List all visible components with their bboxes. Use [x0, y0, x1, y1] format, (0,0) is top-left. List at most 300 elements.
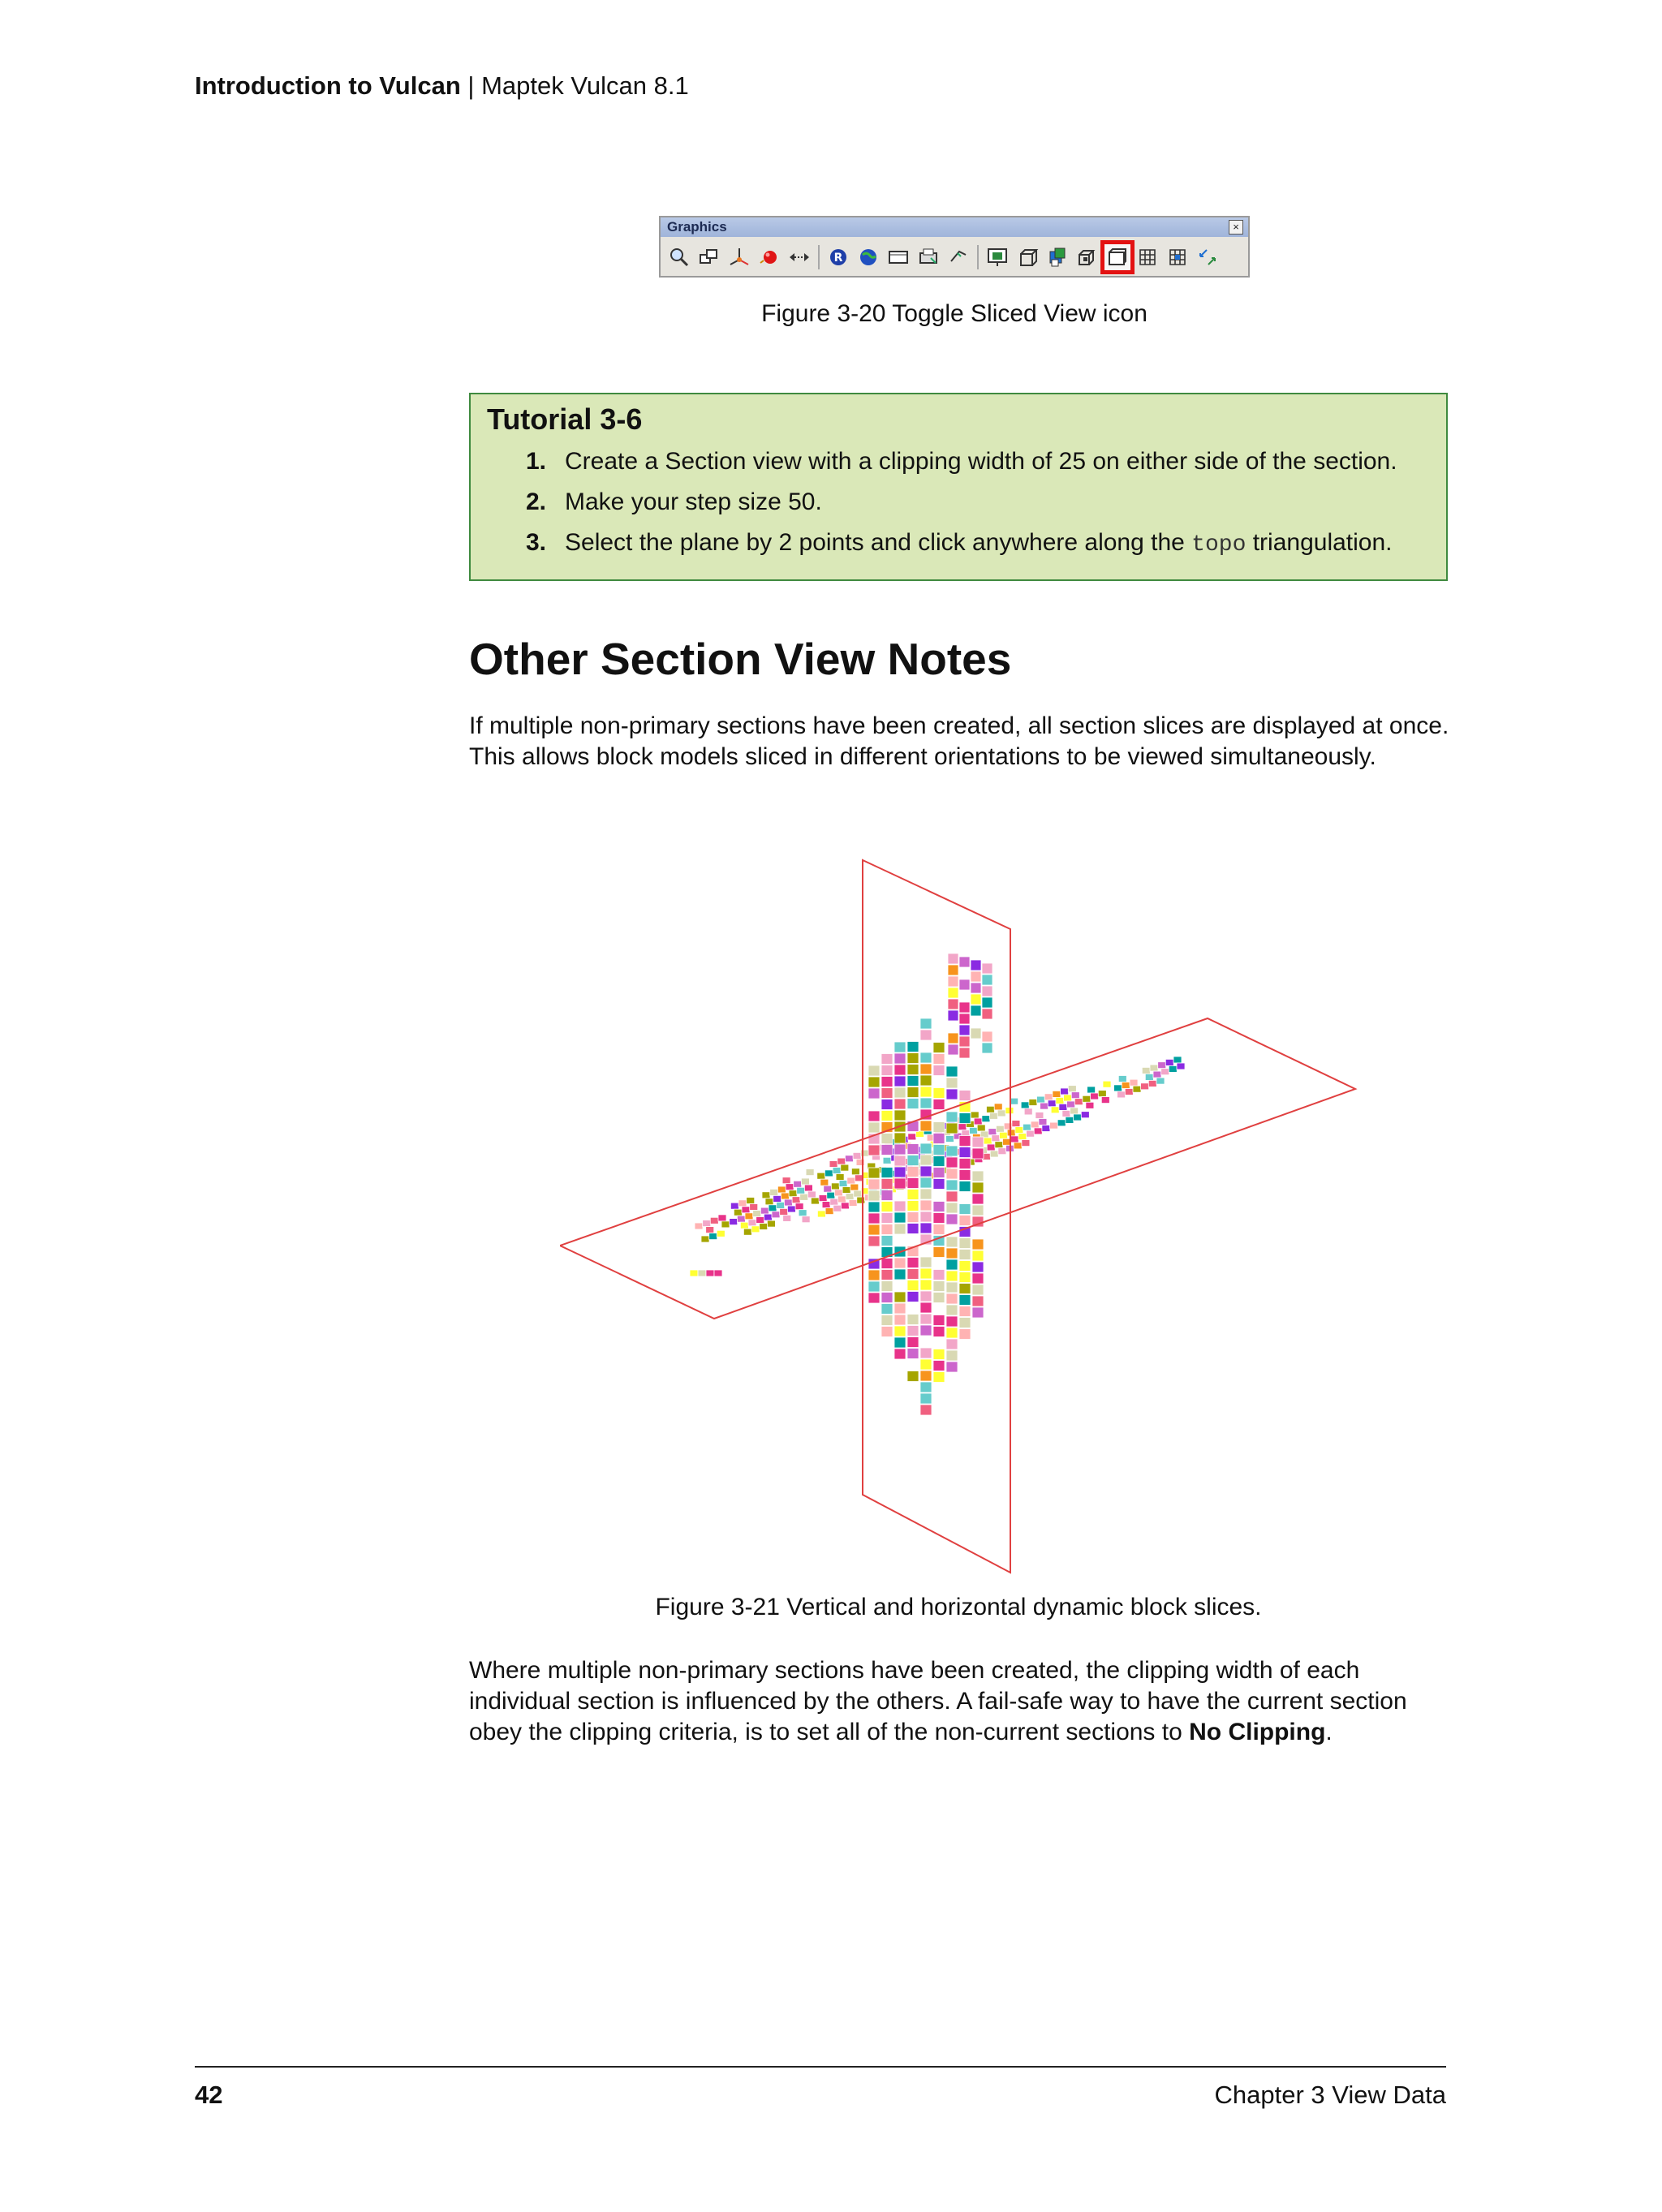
block-cell — [881, 1088, 893, 1099]
block-cell — [853, 1152, 861, 1159]
block-cell — [990, 1112, 998, 1119]
block-cell — [907, 1065, 919, 1075]
block-cell — [907, 1269, 919, 1280]
block-cell — [907, 1315, 919, 1325]
block-cell — [769, 1205, 777, 1211]
block-cell — [907, 1144, 919, 1155]
block-cell — [933, 1293, 945, 1303]
block-cell — [854, 1190, 862, 1197]
rotate-axes-icon[interactable] — [726, 243, 753, 271]
block-cell — [907, 1292, 919, 1302]
block-cell — [894, 1349, 906, 1359]
block-cell — [894, 1315, 906, 1325]
block-cell — [868, 1293, 880, 1303]
block-cell — [756, 1217, 764, 1224]
close-icon[interactable]: × — [1229, 220, 1243, 235]
block-cell — [1091, 1093, 1099, 1100]
block-cell — [806, 1169, 814, 1176]
block-cell — [787, 1206, 795, 1212]
block-cell — [1010, 1136, 1018, 1143]
block-cell — [868, 1088, 880, 1099]
block-cell — [811, 1198, 819, 1204]
tutorial-step — [526, 529, 1393, 557]
block-cell — [946, 1112, 958, 1122]
block-cell — [982, 1116, 990, 1122]
block-cell — [827, 1192, 835, 1199]
block-cell — [958, 1124, 967, 1130]
block-cell — [972, 1239, 984, 1250]
block-cell — [718, 1215, 726, 1221]
block-cell — [1150, 1065, 1158, 1071]
block-cell — [743, 1229, 751, 1235]
block-cell — [824, 1186, 832, 1192]
block-cell — [933, 1145, 945, 1155]
block-cell — [894, 1201, 906, 1211]
block-cell — [920, 1018, 932, 1029]
block-cell — [1173, 1057, 1182, 1063]
block-cell — [894, 1042, 906, 1052]
block-cell — [946, 1237, 958, 1247]
step-number: 1. — [526, 448, 547, 475]
block-cell — [933, 1372, 945, 1383]
block-cell — [730, 1219, 738, 1225]
block-cell — [1133, 1086, 1141, 1092]
block-cell — [920, 1314, 932, 1324]
block-cell — [984, 1138, 992, 1144]
block-cell — [1051, 1107, 1059, 1113]
block-cell — [847, 1177, 855, 1184]
section-heading: Other Section View Notes — [469, 634, 1012, 684]
block-cell — [946, 1305, 958, 1315]
block-cell — [933, 1122, 945, 1133]
block-cell — [920, 1200, 932, 1211]
block-cell — [784, 1199, 792, 1206]
block-cell — [987, 1144, 995, 1151]
block-cell — [920, 1075, 932, 1086]
multi-cube-icon[interactable] — [1074, 243, 1101, 271]
block-cell — [868, 1224, 880, 1235]
header-separator: | — [467, 71, 475, 100]
block-cell — [920, 1143, 932, 1154]
block-cell — [948, 953, 958, 964]
block-cell — [959, 979, 970, 990]
block-cell — [959, 1147, 971, 1158]
block-cell — [920, 1359, 932, 1370]
block-cell — [894, 1292, 906, 1302]
block-cell — [920, 1121, 932, 1131]
block-cell — [933, 1043, 945, 1053]
block-cell — [881, 1168, 893, 1178]
block-cell — [894, 1133, 906, 1143]
block-cell — [946, 1282, 958, 1293]
block-cell — [946, 1203, 958, 1213]
block-cell — [831, 1183, 839, 1190]
block-cell — [1022, 1140, 1030, 1147]
block-cell — [849, 1200, 857, 1207]
block-cell — [1024, 1108, 1032, 1115]
block-cell — [946, 1271, 958, 1281]
block-cell — [971, 960, 981, 970]
block-cell — [837, 1196, 846, 1203]
block-cell — [881, 1111, 893, 1121]
block-cell — [1018, 1134, 1027, 1140]
toolbar-separator — [818, 245, 820, 269]
block-cell — [972, 1137, 984, 1147]
block-cell — [907, 1087, 919, 1098]
step-text: Make your step size 50. — [565, 488, 822, 515]
zoom-icon[interactable] — [665, 243, 693, 271]
tutorial-title: Tutorial 3-6 — [487, 402, 643, 436]
block-cell — [946, 1328, 958, 1338]
block-cell — [920, 1257, 932, 1267]
block-cell — [959, 1048, 970, 1058]
block-cell — [959, 1170, 971, 1181]
block-cell — [997, 1125, 1005, 1132]
block-cell — [1012, 1121, 1020, 1127]
block-cell — [1081, 1112, 1089, 1118]
block-cell — [994, 1104, 1002, 1110]
block-cell — [751, 1226, 760, 1233]
block-cell — [1029, 1100, 1037, 1106]
block-cell — [959, 1181, 971, 1192]
block-cell — [1037, 1096, 1045, 1103]
block-cell — [1142, 1067, 1150, 1074]
block-cell — [881, 1190, 893, 1201]
block-cell — [1103, 1081, 1111, 1087]
bold-term: No Clipping — [1189, 1719, 1326, 1745]
block-cell — [907, 1201, 919, 1211]
arrow-tool-icon[interactable] — [945, 243, 972, 271]
block-cell — [760, 1207, 769, 1214]
block-cell — [907, 1212, 919, 1223]
header-title: Introduction to Vulcan — [195, 71, 461, 100]
block-cell — [850, 1184, 859, 1190]
body-paragraph: If multiple non-primary sections have been created, all section slices are displayed at once. This allows block models sliced in different orientations to be viewed simultaneously. — [469, 712, 1449, 770]
block-cell — [995, 1142, 1003, 1148]
block-cell — [1074, 1099, 1083, 1105]
block-cell — [959, 1295, 971, 1306]
block-cell — [959, 1318, 971, 1328]
block-cell — [894, 1053, 906, 1064]
block-cell — [972, 1182, 984, 1193]
block-cell — [894, 1337, 906, 1348]
block-cell — [894, 1269, 906, 1280]
block-cell — [988, 1129, 997, 1135]
block-cell — [881, 1054, 893, 1065]
block-cell — [706, 1270, 714, 1276]
block-cell — [781, 1193, 789, 1199]
block-cell — [1177, 1063, 1185, 1069]
block-cell — [998, 1148, 1006, 1155]
block-cell — [740, 1222, 748, 1229]
block-cell — [868, 1111, 880, 1121]
block-cell — [773, 1195, 781, 1202]
block-cell — [742, 1207, 750, 1213]
block-cell — [714, 1270, 722, 1276]
block-cell — [907, 1178, 919, 1189]
block-cell — [1014, 1143, 1022, 1149]
block-cell — [709, 1233, 717, 1240]
block-cell — [830, 1199, 838, 1205]
block-cell — [1071, 1092, 1079, 1099]
block-cell — [789, 1190, 797, 1197]
block-cell — [1156, 1078, 1165, 1084]
block-cell — [1125, 1089, 1133, 1095]
block-cell — [894, 1144, 906, 1155]
block-cell — [1027, 1130, 1035, 1137]
block-cell — [982, 1043, 992, 1053]
block-cell — [855, 1175, 863, 1181]
block-cell — [868, 1202, 880, 1212]
block-cell — [881, 1304, 893, 1315]
block-cell — [1039, 1119, 1047, 1125]
block-cell — [1074, 1114, 1082, 1121]
block-cell — [753, 1211, 761, 1217]
render-icon[interactable] — [825, 243, 852, 271]
block-cell — [1117, 1091, 1126, 1098]
block-cell — [1087, 1087, 1096, 1093]
block-cell — [792, 1197, 800, 1203]
block-cell — [1067, 1101, 1075, 1108]
block-cell — [881, 1202, 893, 1212]
block-cell — [845, 1155, 853, 1162]
block-cell — [795, 1203, 803, 1210]
block-cell — [794, 1181, 802, 1187]
block-cell — [907, 1349, 919, 1359]
block-cell — [982, 963, 992, 974]
block-cell — [1053, 1091, 1061, 1097]
block-cell — [946, 1362, 958, 1372]
header-subtitle: Maptek Vulcan 8.1 — [481, 71, 689, 100]
block-cell — [1141, 1083, 1149, 1090]
block-cell — [946, 1339, 958, 1349]
block-cell — [1114, 1085, 1122, 1091]
block-cell — [894, 1076, 906, 1087]
print-icon[interactable] — [915, 243, 942, 271]
globe-icon[interactable] — [855, 243, 882, 271]
block-cell — [881, 1134, 893, 1144]
model-view-icon[interactable] — [984, 243, 1011, 271]
block-cell — [1083, 1095, 1091, 1102]
block-cell — [881, 1224, 893, 1235]
block-cell — [982, 975, 992, 985]
block-cell — [907, 1053, 919, 1064]
block-cell — [920, 1405, 932, 1415]
block-cell — [971, 994, 981, 1005]
block-cell — [946, 1180, 958, 1190]
block-cell — [933, 1247, 945, 1258]
block-cell — [894, 1099, 906, 1109]
block-cell — [1130, 1079, 1138, 1086]
block-cell — [972, 1273, 984, 1284]
footer-rule — [195, 2066, 1446, 2068]
block-cell — [971, 1112, 979, 1118]
block-cell — [908, 1134, 916, 1140]
block-cell — [797, 1187, 805, 1194]
block-cell — [881, 1281, 893, 1292]
block-cell — [1042, 1125, 1050, 1132]
block-cell — [982, 1031, 992, 1042]
block-cell — [881, 1065, 893, 1076]
block-cell — [948, 1044, 958, 1055]
block-cell — [1068, 1086, 1076, 1092]
block-cell — [737, 1216, 745, 1222]
block-cell — [946, 1157, 958, 1168]
block-cell — [1048, 1100, 1056, 1107]
block-cell — [959, 1159, 971, 1169]
block-cell — [894, 1326, 906, 1336]
block-cell — [881, 1315, 893, 1326]
block-cell — [1034, 1128, 1042, 1134]
block-cell — [907, 1326, 919, 1336]
pan-icon[interactable] — [695, 243, 723, 271]
block-cell — [894, 1178, 906, 1189]
block-cell — [972, 1262, 984, 1272]
step-number: 2. — [526, 488, 547, 515]
block-cell — [1086, 1102, 1094, 1108]
block-cell — [881, 1213, 893, 1224]
cube-view-icon[interactable] — [1014, 243, 1041, 271]
block-cell — [1040, 1103, 1048, 1109]
viewport-icon[interactable] — [885, 243, 912, 271]
block-cell — [920, 1371, 932, 1381]
block-cell — [933, 1224, 945, 1235]
block-cell — [1098, 1091, 1106, 1097]
paragraph-end: . — [1325, 1719, 1333, 1745]
block-cell — [783, 1215, 791, 1221]
block-cell — [1031, 1121, 1039, 1128]
block-cell — [819, 1195, 827, 1202]
block-cell — [780, 1208, 788, 1215]
block-cell — [868, 1077, 880, 1087]
svg-text:R: R — [833, 252, 843, 265]
tutorial-box — [469, 393, 1448, 581]
block-cell — [907, 1042, 919, 1052]
light-icon[interactable] — [756, 243, 783, 271]
block-cell — [881, 1179, 893, 1190]
block-cell — [841, 1164, 849, 1171]
running-header — [195, 71, 689, 101]
block-cell — [959, 1216, 971, 1226]
block-cell — [894, 1155, 906, 1166]
block-cell — [933, 1088, 945, 1099]
block-cell — [920, 1291, 932, 1302]
block-cell — [881, 1293, 893, 1303]
block-cell — [881, 1236, 893, 1246]
block-cell — [764, 1214, 772, 1220]
block-cell — [842, 1187, 850, 1194]
grid-snap-icon[interactable] — [1164, 243, 1191, 271]
block-cell — [920, 1052, 932, 1063]
block-cell — [1148, 1080, 1156, 1087]
block-cell — [868, 1236, 880, 1246]
block-cell — [701, 1236, 709, 1242]
block-cell — [1169, 1065, 1177, 1072]
block-cell — [946, 1136, 954, 1143]
block-cell — [946, 1293, 958, 1304]
figure-caption: Figure 3-21 Vertical and horizontal dynamic block slices. — [655, 1594, 1262, 1620]
block-cell — [933, 1202, 945, 1212]
block-cell — [765, 1199, 773, 1205]
block-cell — [836, 1174, 844, 1181]
block-cell — [946, 1259, 958, 1270]
block-cell — [948, 965, 958, 975]
block-cell — [920, 1166, 932, 1177]
block-cell — [920, 1155, 932, 1165]
block-cell — [920, 1280, 932, 1290]
block-cell — [1000, 1132, 1008, 1138]
block-cell — [933, 1168, 945, 1178]
block-cell — [959, 1036, 970, 1047]
block-cell — [770, 1189, 778, 1195]
block-cell — [946, 1066, 958, 1077]
block-cell — [946, 1214, 958, 1224]
block-cell — [799, 1210, 807, 1216]
block-cell — [946, 1123, 958, 1134]
block-slices-figure — [560, 848, 1363, 1578]
block-cell — [907, 1076, 919, 1087]
block-cell — [946, 1089, 958, 1100]
block-cell — [907, 1155, 919, 1166]
toggle-sliced-view-icon[interactable] — [1104, 243, 1131, 271]
block-cell — [1061, 1088, 1069, 1095]
block-cell — [734, 1209, 742, 1216]
swap-icon[interactable] — [1194, 243, 1221, 271]
block-cell — [839, 1181, 847, 1187]
block-cell — [894, 1224, 906, 1234]
block-cell — [1062, 1110, 1070, 1117]
block-cell — [946, 1168, 958, 1179]
block-cell — [710, 1217, 718, 1224]
block-cell — [760, 1224, 768, 1230]
block-cell — [883, 1157, 891, 1164]
block-cell — [948, 988, 958, 998]
block-cell — [946, 1146, 958, 1156]
block-cell — [706, 1227, 714, 1233]
block-cell — [959, 1306, 971, 1317]
block-cell — [825, 1170, 833, 1177]
block-cell — [920, 1223, 932, 1233]
block-cell — [959, 1261, 971, 1272]
block-cell — [982, 1009, 992, 1019]
block-cell — [959, 1204, 971, 1215]
block-cell — [881, 1327, 893, 1337]
color-cube-icon[interactable] — [1044, 243, 1071, 271]
block-cell — [920, 1211, 932, 1222]
block-cell — [933, 1213, 945, 1224]
block-cell — [868, 1281, 880, 1292]
block-cell — [777, 1186, 786, 1193]
block-cell — [971, 1028, 981, 1039]
block-cell — [920, 1325, 932, 1336]
block-cell — [933, 1179, 945, 1190]
block-cell — [834, 1190, 842, 1196]
block-cell — [1059, 1104, 1067, 1110]
block-cell — [959, 1002, 970, 1013]
block-cell — [1036, 1112, 1044, 1119]
block-cell — [907, 1099, 919, 1109]
block-cell — [1101, 1097, 1109, 1104]
block-cell — [762, 1192, 770, 1199]
block-cell — [817, 1211, 825, 1217]
step-text: triangulation. — [1246, 529, 1393, 556]
block-cell — [920, 1087, 932, 1097]
step-number: 3. — [526, 529, 547, 556]
move-arrows-icon[interactable] — [786, 243, 813, 271]
block-cell — [1066, 1117, 1074, 1123]
grid-icon[interactable] — [1134, 243, 1161, 271]
block-cell — [894, 1212, 906, 1223]
